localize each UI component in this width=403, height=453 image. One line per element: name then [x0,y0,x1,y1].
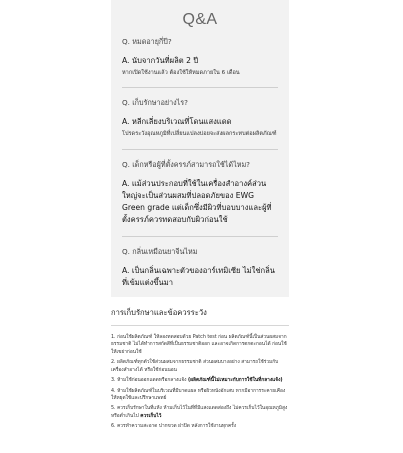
answer-note: โปรดระวังอุณหภูมิที่เปลี่ยนแปลงบ่อยจะส่งผลกระทบต่อผลิตภัณฑ์ [122,131,277,138]
care-line-text: 5. ควรเก็บรักษาในที่แห้ง ห้ามเก็บไว้ในที่ที่มีแสงแดดส่องถึง ไม่ควรเก็บไว้ในอุณหภูมิสูงหรือต่ำเกินไป [111,406,288,419]
qa-item [122,247,278,299]
answer: A. แม้ส่วนประกอบที่ใช้ในเครื่องสำอางค์ส่วนใหญ่จะเป็นส่วนผสมที่ปลอดภัยของ EWG Green grade แต่เด็กซึ่งมีผิวที่บอบบางและผู้ที่ตั้งครรภ์ควรทดสอบกับผิวก่อนใช้ [122,178,272,224]
care-list [111,334,289,431]
care-line-text: 4. ห้ามใช้ผลิตภัณฑ์ในบริเวณที่มีบาดแผล หรือผิวหนังอักเสบ หากมีอาการระคายเคืองให้หยุดใช้และปรึกษาแพทย์ [111,388,286,401]
answer: A. หลีกเลี่ยงบริเวณที่โดนแสงแดด [122,117,232,127]
question: Q. หมดอายุกี่ปี? [122,37,172,46]
care-line-text: 2. ผลิตภัณฑ์ทุกตัวใช้ส่วนผสมจากธรรมชาติ ส่วนผสมบางอย่าง สามารถใช้ร่วมกับเครื่องสำอางได้ หรือใช้ก่อนนอน [111,360,279,373]
divider [111,325,289,326]
qa-item [122,98,278,149]
answer-note: หากเปิดใช้งานแล้ว ต้องใช้ให้หมดภายใน 6 เดือน [122,70,240,77]
care-line [111,423,289,430]
question: Q. เก็บรักษาอย่างไร? [122,98,188,108]
care-line-text: 6. ควรทำความสะอาด ปากขวด ฝาปิด หลังการใช้งานทุกครั้ง [111,424,237,430]
answer: A. เป็นกลิ่นเฉพาะตัวของอาร์เทมิเซีย ไม่ใช่กลิ่นที่เข้มแต่งขึ้นมา [122,266,275,288]
care-title: การเก็บรักษาและข้อควรระวัง [111,308,207,317]
question: Q. เด็กหรือผู้ที่ตั้งครรภ์สามารถใช้ได้ไหม? [122,159,250,169]
qa-item [122,37,278,88]
care-line-bold: ควรเก็บไว้ [140,413,162,419]
care-section [111,300,289,453]
qa-panel [111,0,289,297]
answer: A. นับจากวันที่ผลิต 2 ปี [122,56,199,65]
care-line [111,377,289,384]
care-line [111,388,289,403]
care-line-bold: (ผลิตภัณฑ์นี้ไม่เหมาะกับการใช้ในที่กลางแจ้ง) [188,378,283,384]
qa-title: Q&A [182,11,218,28]
care-line [111,334,289,356]
qa-item [122,160,278,238]
question: Q. กลิ่นเหมือนยาจีนไหม [122,247,198,257]
care-line-text: 3. ห้ามใช้ก่อนออกแดดหรือกลางแจ้ง [111,378,187,384]
care-line-text: 1. ก่อนใช้ผลิตภัณฑ์ ให้ลองทดสอบด้วย Patch test ก่อน ผลิตภัณฑ์นี้เป็นส่วนผสมจากธรรมชาติ ไม่ได้ทำการสกัดสีที่เป็นธรรมชาติออก และอาจเกิดการตกตะกอนได้ ก่อนใช้ให้เขย่าก่อนใช้ [111,335,287,355]
care-line [111,359,289,374]
care-line [111,405,289,420]
